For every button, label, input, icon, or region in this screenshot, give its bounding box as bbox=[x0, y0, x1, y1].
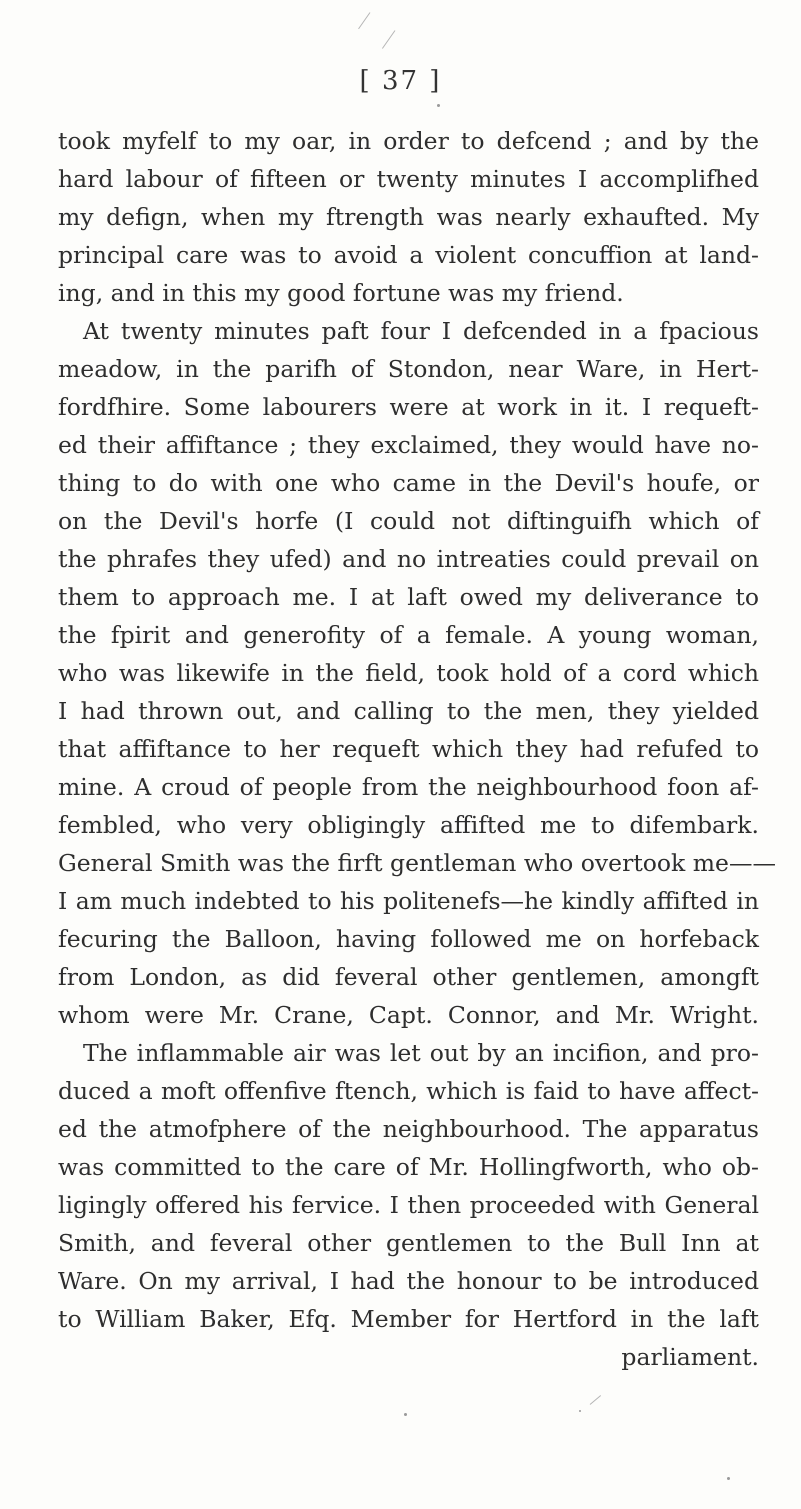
text-line: on the Devil's horfe (I could not diftinguifh which of bbox=[58, 507, 759, 535]
scan-speck bbox=[437, 104, 440, 107]
text-line: hard labour of fifteen or twenty minutes I accomplifhed bbox=[58, 165, 759, 193]
text-line: ed their affiftance ; they exclaimed, they would have no- bbox=[58, 431, 759, 459]
text-line: fordfhire. Some labourers were at work in it. I requeft- bbox=[58, 393, 759, 421]
text-line: The inflammable air was let out by an incifion, and pro- bbox=[83, 1039, 759, 1067]
text-line: meadow, in the parifh of Stondon, near Ware, in Hert- bbox=[58, 355, 759, 383]
text-line: fecuring the Balloon, having followed me on horfeback bbox=[58, 925, 759, 953]
scan-mark bbox=[382, 30, 395, 49]
scan-speck bbox=[727, 1477, 730, 1480]
text-line: from London, as did feveral other gentlemen, amongft bbox=[58, 963, 759, 991]
text-line: my defign, when my ftrength was nearly exhaufted. My bbox=[58, 203, 759, 231]
text-line: ed the atmofphere of the neighbourhood. The apparatus bbox=[58, 1115, 759, 1143]
text-line: ing, and in this my good fortune was my friend. bbox=[58, 279, 624, 307]
text-line: the phrafes they ufed) and no intreaties could prevail on bbox=[58, 545, 759, 573]
scan-speck bbox=[404, 1413, 407, 1416]
text-line: mine. A croud of people from the neighbourhood foon af- bbox=[58, 773, 759, 801]
text-line: took myfelf to my oar, in order to defcend ; and by the bbox=[58, 127, 759, 155]
text-line: was committed to the care of Mr. Hollingfworth, who ob- bbox=[58, 1153, 759, 1181]
text-line: who was likewife in the field, took hold of a cord which bbox=[58, 659, 759, 687]
text-line: Ware. On my arrival, I had the honour to be introduced bbox=[58, 1267, 759, 1295]
page-number: [ 37 ] bbox=[359, 66, 442, 96]
text-line: whom were Mr. Crane, Capt. Connor, and Mr. Wright. bbox=[58, 1001, 759, 1029]
scan-mark bbox=[358, 12, 370, 29]
text-line: parliament. bbox=[621, 1343, 759, 1371]
text-line: the fpirit and generofity of a female. A young woman, bbox=[58, 621, 759, 649]
scan-speck bbox=[579, 1410, 581, 1412]
text-line: duced a moft offenfive ftench, which is faid to have affect- bbox=[58, 1077, 759, 1105]
text-line: General Smith was the firft gentleman who overtook me—— bbox=[58, 849, 776, 877]
text-line: Smith, and feveral other gentlemen to the Bull Inn at bbox=[58, 1229, 759, 1257]
text-line: thing to do with one who came in the Devil's houfe, or bbox=[58, 469, 759, 497]
text-line: them to approach me. I at laft owed my deliverance to bbox=[58, 583, 759, 611]
text-line: ligingly offered his fervice. I then proceeded with General bbox=[58, 1191, 759, 1219]
scan-mark bbox=[590, 1395, 601, 1405]
text-line: fembled, who very obligingly affifted me to difembark. bbox=[58, 811, 759, 839]
text-line: principal care was to avoid a violent concuffion at land- bbox=[58, 241, 759, 269]
text-line: to William Baker, Efq. Member for Hertford in the laft bbox=[58, 1305, 759, 1333]
text-line: I had thrown out, and calling to the men, they yielded bbox=[58, 697, 759, 725]
text-line: At twenty minutes paft four I defcended in a fpacious bbox=[83, 317, 759, 345]
text-line: I am much indebted to his politenefs—he kindly affifted in bbox=[58, 887, 759, 915]
text-line: that affiftance to her requeft which they had refufed to bbox=[58, 735, 759, 763]
